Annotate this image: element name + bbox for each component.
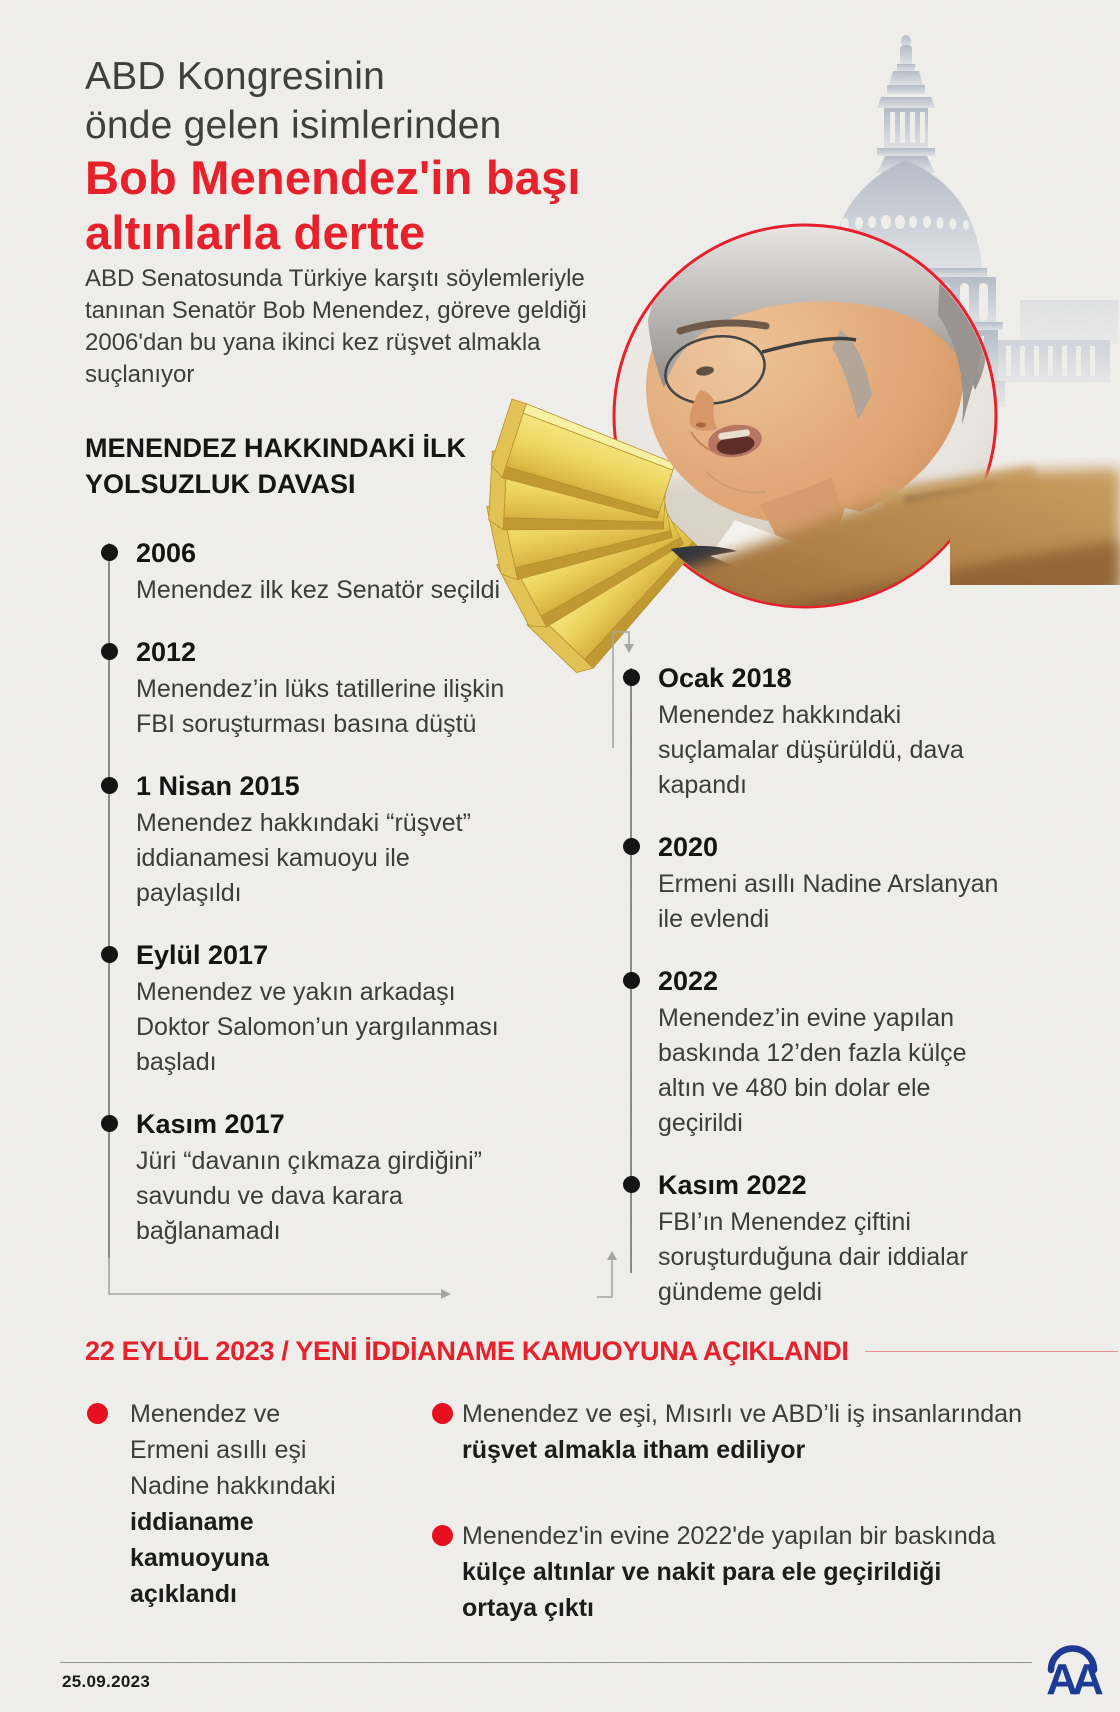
timeline-text: Ermeni asıllı Nadine Arslanyan ile evlendi (658, 870, 999, 933)
timeline-item-2015 (98, 768, 498, 911)
timeline-bullet-icon (623, 1176, 640, 1193)
timeline-text: Menendez hakkındaki “rüşvet” iddianamesi kamuoyu ile paylaşıldı (136, 809, 471, 907)
bullet-text-plain: Menendez'in evine 2022'de yapılan bir baskında (462, 1522, 996, 1550)
page-title (85, 150, 645, 260)
timeline-bullet-icon (623, 669, 640, 686)
timeline-item-2006 (98, 535, 501, 608)
timeline-text: Menendez ilk kez Senatör seçildi (136, 576, 501, 604)
red-bullet-icon (432, 1525, 453, 1546)
timeline-item-2012 (98, 634, 505, 742)
timeline-right (620, 660, 1020, 1336)
aa-agency-logo-icon (1040, 1624, 1104, 1702)
timeline-date: 2022 (658, 966, 719, 996)
svg-text:AA: AA (1046, 1655, 1098, 1702)
timeline-left (98, 535, 505, 1275)
bullet-text-plain: Menendez ve Ermeni asıllı eşi Nadine hakkındaki (130, 1400, 336, 1500)
new-indictment-header (85, 1334, 1118, 1368)
timeline-bullet-icon (623, 838, 640, 855)
bullet-text-bold: iddianame kamuoyuna açıklandı (130, 1508, 269, 1608)
bullet-text-bold: rüşvet almakla itham ediliyor (462, 1436, 806, 1464)
timeline-date: Ocak 2018 (658, 663, 792, 693)
timeline-date: Kasım 2022 (658, 1170, 807, 1200)
indictment-bullet-3 (430, 1518, 997, 1626)
bullet-text (462, 1518, 997, 1626)
timeline-item-2022 (620, 963, 1020, 1141)
timeline-text: Jüri “davanın çıkmaza girdiğini” savundu ve dava karara bağlanamadı (136, 1147, 482, 1245)
bullet-text-plain: Menendez ve eşi, Mısırlı ve ABD’li iş insanlarından (462, 1400, 1022, 1428)
timeline-bullet-icon (101, 946, 118, 963)
red-bullet-icon (87, 1403, 108, 1424)
timeline-item-kasim-2017 (98, 1106, 498, 1249)
timeline-item-kasim-2022 (620, 1167, 1020, 1310)
title-line1: Bob Menendez'in başı (85, 151, 581, 204)
kicker (85, 52, 605, 150)
bullet-text (462, 1396, 1062, 1468)
timeline-item-eylul-2017 (98, 937, 498, 1080)
red-rule (865, 1351, 1118, 1352)
timeline-text: Menendez’in evine yapılan baskında 12’den fazla külçe altın ve 480 bin dolar ele geçirildi (658, 1004, 967, 1137)
timeline-date: 2020 (658, 832, 719, 862)
kicker-line2: önde gelen isimlerinden (85, 104, 502, 147)
first-case-heading: MENENDEZ HAKKINDAKİ İLK YOLSUZLUK DAVASI (85, 433, 466, 499)
footer-rule (60, 1662, 1032, 1663)
timeline-bullet-icon (101, 544, 118, 561)
timeline-date: 2006 (136, 538, 197, 568)
title-line2: altınlarla dertte (85, 206, 426, 259)
indictment-bullet-1 (85, 1396, 358, 1612)
timeline-bullet-icon (623, 972, 640, 989)
timeline-item-2020 (620, 829, 1020, 937)
timeline-date: Kasım 2017 (136, 1109, 285, 1139)
timeline-text: FBI’ın Menendez çiftini soruşturduğuna dair iddialar gündeme geldi (658, 1208, 968, 1306)
new-indictment-heading: 22 EYLÜL 2023 / YENİ İDDİANAME KAMUOYUNA AÇIKLANDI (85, 1336, 849, 1366)
timeline-text: Menendez’in lüks tatillerine ilişkin FBI soruşturması basına düştü (136, 675, 505, 738)
timeline-bullet-icon (101, 1115, 118, 1132)
timeline-date: 2012 (136, 637, 197, 667)
bullet-text-bold: külçe altınlar ve nakit para ele geçirildiği ortaya çıktı (462, 1558, 942, 1622)
timeline-bullet-icon (101, 643, 118, 660)
indictment-bullet-2 (430, 1396, 1062, 1468)
red-bullet-icon (432, 1403, 453, 1424)
timeline-date: 1 Nisan 2015 (136, 771, 300, 801)
footer-date: 25.09.2023 (62, 1672, 151, 1691)
timeline-bullet-icon (101, 777, 118, 794)
timeline-date: Eylül 2017 (136, 940, 269, 970)
intro-paragraph: ABD Senatosunda Türkiye karşıtı söylemleriyle tanınan Senatör Bob Menendez, göreve geldiği 2006'dan bu yana ikinci kez rüşvet almakla suçlanıyor (85, 265, 587, 388)
bullet-text (130, 1396, 358, 1612)
timeline-text: Menendez hakkındaki suçlamalar düşürüldü, dava kapandı (658, 701, 964, 799)
timeline-text: Menendez ve yakın arkadaşı Doktor Salomon’un yargılanması başladı (136, 978, 499, 1076)
timeline-item-ocak-2018 (620, 660, 1020, 803)
kicker-line1: ABD Kongresinin (85, 55, 385, 98)
